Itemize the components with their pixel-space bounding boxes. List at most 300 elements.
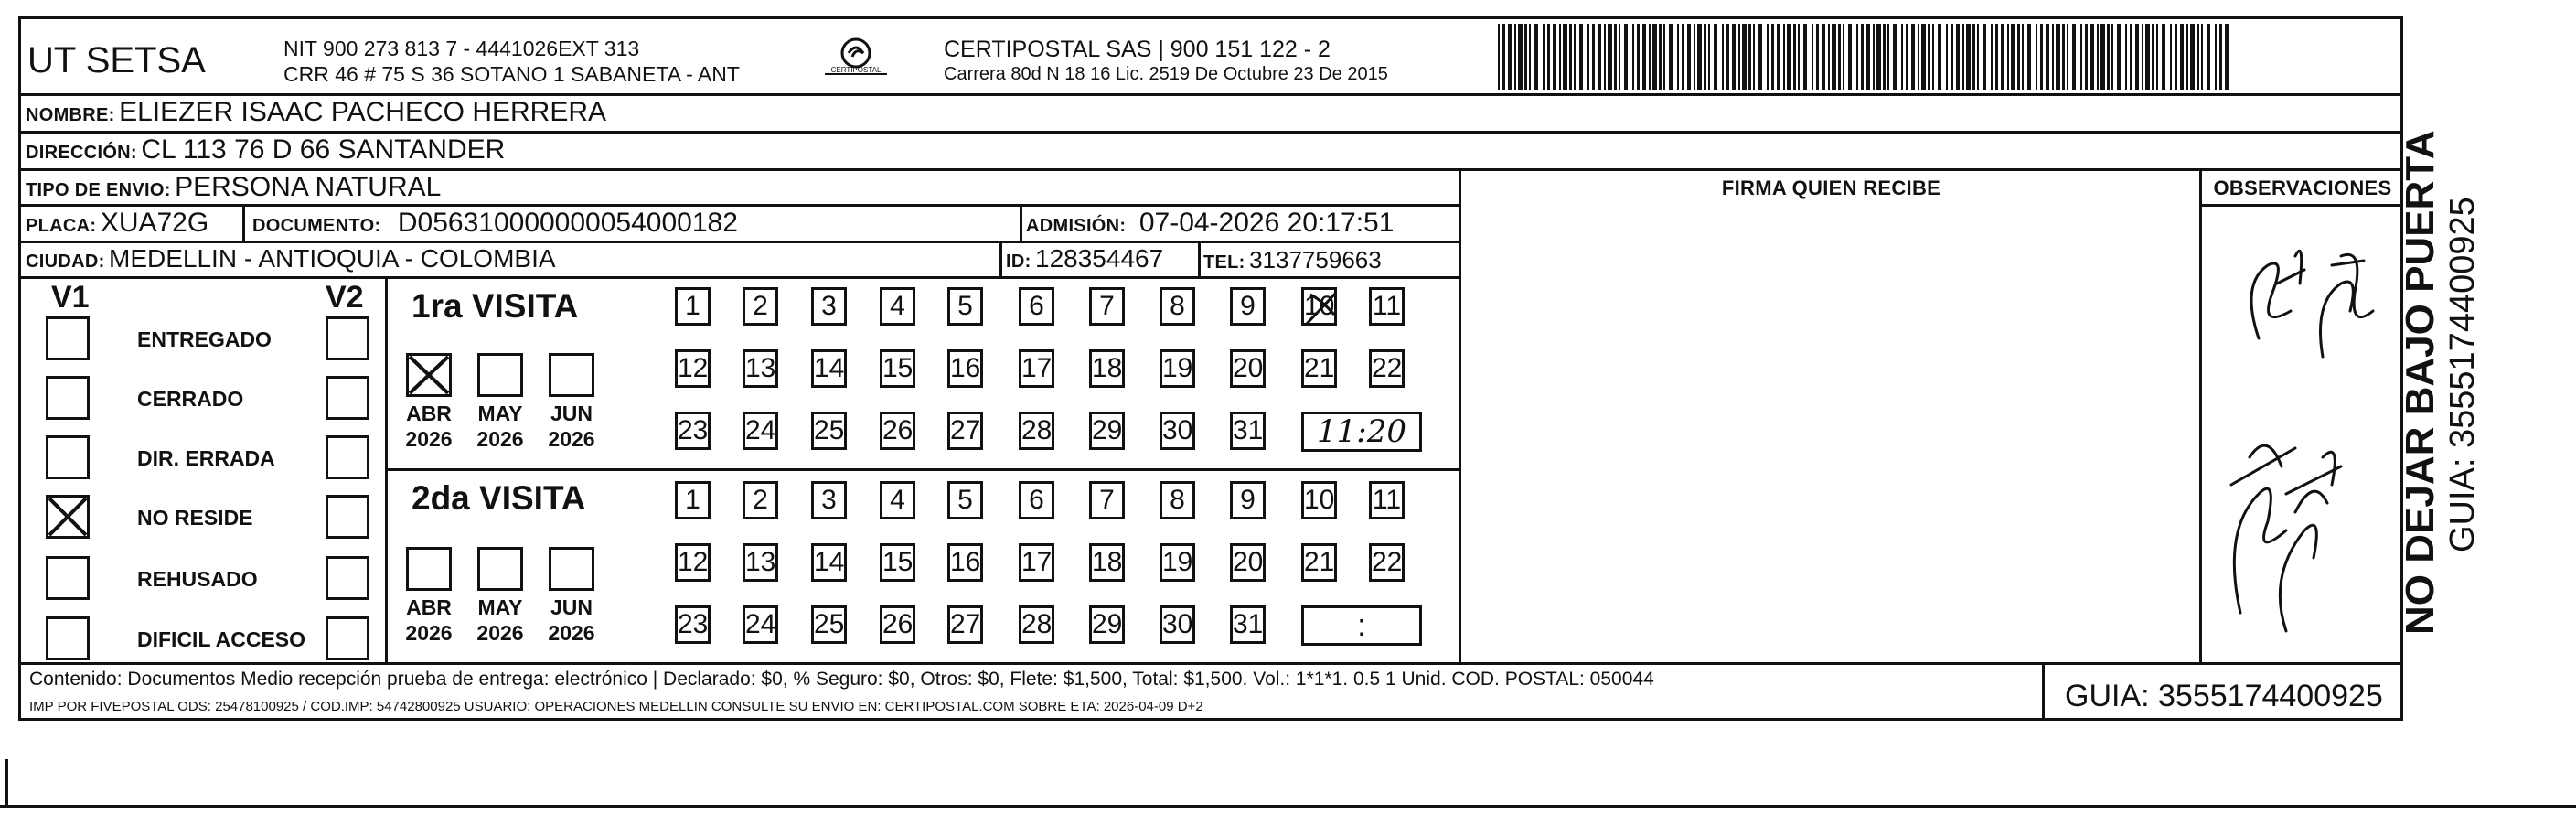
barcode-bar: [2097, 24, 2099, 90]
v2-checkbox: [326, 316, 369, 360]
barcode-bar: [1714, 24, 1717, 90]
barcode-bar: [2011, 24, 2015, 90]
barcode-bar: [1938, 24, 1941, 90]
v1-checkbox: [46, 376, 90, 420]
month-label: ABR: [406, 595, 452, 619]
day-box: 18: [1089, 543, 1125, 582]
barcode-bar: [1563, 24, 1567, 90]
time-box: :: [1301, 605, 1422, 646]
status-label: REHUSADO: [137, 567, 258, 591]
barcode-bar: [1928, 24, 1930, 90]
barcode-bar: [2197, 24, 2199, 90]
barcode-bar: [2215, 24, 2217, 90]
barcode-bar: [1901, 24, 1903, 90]
status-label: CERRADO: [137, 387, 244, 411]
day-box: 3: [811, 287, 847, 326]
barcode-bar: [2152, 24, 2154, 90]
id-value: 128354467: [1035, 244, 1164, 273]
day-box: 9: [1230, 481, 1266, 519]
divider: [385, 276, 388, 662]
day-box: 16: [947, 349, 983, 388]
day-box: 8: [1160, 287, 1195, 326]
year-label: 2026: [476, 621, 524, 645]
barcode-bar: [2207, 24, 2210, 90]
documento-label: DOCUMENTO:: [252, 216, 381, 236]
day-box: 26: [880, 412, 915, 450]
barcode-bar: [1524, 24, 1527, 90]
barcode-bar: [1843, 24, 1844, 90]
day-box: 24: [743, 605, 778, 644]
placa-label: PLACA:: [26, 216, 97, 236]
day-box: 21: [1301, 543, 1337, 582]
barcode-bar: [1777, 24, 1780, 90]
status-label: ENTREGADO: [137, 327, 272, 351]
divider: [18, 131, 2403, 134]
barcode-bar: [2001, 24, 2004, 90]
v2-header: V2: [326, 280, 364, 315]
barcode-bar: [1659, 24, 1662, 90]
day-box: 1: [675, 287, 711, 326]
barcode-bar: [2130, 24, 2132, 90]
barcode-bar: [1848, 24, 1852, 90]
barcode-bar: [1962, 24, 1964, 90]
v2-checkbox: [326, 616, 369, 660]
barcode-bar: [1592, 24, 1595, 90]
barcode-bar: [2072, 24, 2076, 90]
barcode-bar: [1793, 24, 1796, 90]
divider: [999, 241, 1002, 277]
nit-line: NIT 900 273 813 7 - 4441026EXT 313: [283, 37, 640, 60]
year-label: 2026: [405, 621, 453, 645]
v2-checkbox: [326, 556, 369, 600]
divider: [2042, 662, 2045, 721]
barcode-bar: [2107, 24, 2110, 90]
barcode-bar: [1893, 24, 1897, 90]
v2-checkbox: [326, 495, 369, 539]
barcode-bar: [1708, 24, 1710, 90]
day-box: 11: [1369, 481, 1405, 519]
barcode-bar: [1966, 24, 1971, 90]
barcode-bar: [2145, 24, 2150, 90]
barcode-bar: [1873, 24, 1875, 90]
divider: [18, 204, 1459, 207]
month-label: MAY: [477, 402, 523, 425]
day-box: 15: [880, 349, 915, 388]
status-label: NO RESIDE: [137, 506, 253, 530]
barcode-bar: [1694, 24, 1695, 90]
tipo-envio-value: PERSONA NATURAL: [175, 172, 442, 202]
day-box: 26: [880, 605, 915, 644]
time-box: 11:20: [1301, 412, 1422, 452]
day-box: 23: [675, 605, 711, 644]
ciudad-label: CIUDAD:: [26, 252, 105, 272]
footer-guia: GUIA: 3555174400925: [2065, 679, 2383, 713]
direccion-value: CL 113 76 D 66 SANTANDER: [141, 134, 506, 165]
id-row: [1006, 244, 1163, 273]
barcode-bar: [2201, 24, 2203, 90]
firma-header: FIRMA QUIEN RECIBE: [1721, 177, 1941, 199]
day-box: 27: [947, 412, 983, 450]
barcode-bar: [1508, 24, 1512, 90]
status-label: DIR. ERRADA: [137, 446, 275, 470]
divider: [2199, 204, 2403, 207]
v1-checkbox: [46, 435, 90, 479]
company-name: UT SETSA: [27, 40, 206, 80]
tel-label: TEL:: [1203, 252, 1245, 273]
day-box: 12: [675, 543, 711, 582]
barcode-bar: [1682, 24, 1684, 90]
barcode-bar: [1608, 24, 1612, 90]
day-box: 22: [1369, 543, 1405, 582]
barcode: [1496, 24, 2237, 90]
barcode-bar: [2125, 24, 2127, 90]
documento-row: [252, 208, 738, 239]
barcode-bar: [1861, 24, 1864, 90]
barcode-bar: [2219, 24, 2222, 90]
barcode-bar: [2036, 24, 2037, 90]
day-box: 10: [1301, 481, 1337, 519]
barcode-bar: [1677, 24, 1679, 90]
day-box: 21: [1301, 349, 1337, 388]
day-box: 19: [1160, 349, 1195, 388]
barcode-bar: [2052, 24, 2054, 90]
footer-contenido: Contenido: Documentos Medio recepción prueba de entrega: electrónico | Declarado: $0, % Seguro: $0, Otros: $0, Flete: $1,500, Total: $1,500. Vol.: 1*1*1. 0.5 1 Unid. COD. POSTAL: 050044: [29, 669, 1654, 690]
barcode-bar: [1887, 24, 1889, 90]
barcode-bar: [1991, 24, 1993, 90]
barcode-bar: [1838, 24, 1841, 90]
barcode-bar: [1798, 24, 1800, 90]
barcode-bar: [1812, 24, 1813, 90]
divider: [18, 93, 2403, 96]
v1-checkbox: [46, 316, 90, 360]
barcode-bar: [2085, 24, 2088, 90]
month-label: JUN: [550, 402, 593, 425]
barcode-bar: [1704, 24, 1706, 90]
visit2-title: 2da VISITA: [412, 479, 586, 517]
nombre-label: NOMBRE:: [26, 105, 115, 125]
barcode-bar: [2135, 24, 2139, 90]
barcode-bar: [1932, 24, 1934, 90]
barcode-bar: [1547, 24, 1550, 90]
barcode-bar: [1579, 24, 1583, 90]
divider: [385, 468, 1459, 471]
barcode-bar: [1502, 24, 1505, 90]
barcode-bar: [1697, 24, 1702, 90]
admision-row: [1026, 208, 1394, 239]
month-checkbox: [406, 353, 452, 397]
month-checkbox: [477, 547, 523, 591]
day-box: 17: [1019, 349, 1054, 388]
barcode-bar: [2067, 24, 2068, 90]
month-checkbox: [477, 353, 523, 397]
placa-row: [26, 208, 208, 239]
barcode-bar: [1977, 24, 1979, 90]
barcode-bar: [1748, 24, 1751, 90]
day-box: 17: [1019, 543, 1054, 582]
barcode-bar: [2117, 24, 2121, 90]
day-box: 7: [1089, 287, 1125, 326]
day-box: 29: [1089, 605, 1125, 644]
barcode-bar: [1598, 24, 1601, 90]
barcode-bar: [2111, 24, 2113, 90]
divider: [1459, 168, 1461, 662]
day-box: 1: [675, 481, 711, 519]
day-box: 15: [880, 543, 915, 582]
divider: [1020, 204, 1022, 241]
certipostal-logo-icon: [812, 35, 900, 86]
barcode-bar: [1498, 24, 1500, 90]
barcode-bar: [1637, 24, 1640, 90]
barcode-bar: [2175, 24, 2177, 90]
barcode-bar: [1518, 24, 1523, 90]
day-box: 4: [880, 287, 915, 326]
barcode-bar: [1632, 24, 1634, 90]
side-guia: GUIA: 3555174400925: [2443, 197, 2482, 552]
barcode-bar: [1876, 24, 1881, 90]
barcode-bar: [2022, 24, 2024, 90]
barcode-bar: [1866, 24, 1870, 90]
barcode-bar: [1574, 24, 1576, 90]
barcode-bar: [2017, 24, 2020, 90]
barcode-bar: [1742, 24, 1747, 90]
barcode-bar: [1803, 24, 1807, 90]
barcode-bar: [2046, 24, 2049, 90]
day-box: 12: [675, 349, 711, 388]
barcode-bar: [1553, 24, 1556, 90]
barcode-bar: [1921, 24, 1926, 90]
barcode-bar: [2007, 24, 2009, 90]
license-line: Carrera 80d N 18 16 Lic. 2519 De Octubre 23 De 2015: [944, 64, 1388, 84]
month-checkbox: [406, 547, 452, 591]
barcode-bar: [1614, 24, 1617, 90]
check-mark-icon: [46, 495, 90, 539]
day-box: 7: [1089, 481, 1125, 519]
v1-checkbox: [46, 616, 90, 660]
day-box: 28: [1019, 605, 1054, 644]
barcode-bar: [1687, 24, 1691, 90]
day-box: 29: [1089, 412, 1125, 450]
barcode-bar: [2142, 24, 2143, 90]
v2-checkbox: [326, 435, 369, 479]
barcode-bar: [2186, 24, 2188, 90]
direccion-row: [26, 134, 505, 166]
admision-label: ADMISIÓN:: [1026, 216, 1127, 236]
barcode-bar: [1983, 24, 1986, 90]
month-label: JUN: [550, 595, 593, 619]
barcode-bar: [1816, 24, 1819, 90]
barcode-bar: [2190, 24, 2195, 90]
ciudad-row: [26, 244, 556, 273]
barcode-bar: [2090, 24, 2094, 90]
barcode-bar: [2156, 24, 2158, 90]
barcode-bar: [1828, 24, 1830, 90]
status-label: DIFICIL ACCESO: [137, 627, 306, 651]
barcode-bar: [1832, 24, 1836, 90]
barcode-bar: [1543, 24, 1545, 90]
barcode-bar: [1587, 24, 1589, 90]
barcode-bar: [1856, 24, 1858, 90]
barcode-bar: [1726, 24, 1729, 90]
divider: [18, 276, 1459, 279]
barcode-bar: [1569, 24, 1572, 90]
barcode-bar: [1529, 24, 1531, 90]
day-box: 14: [811, 349, 847, 388]
day-box: 23: [675, 412, 711, 450]
certipostal-line: CERTIPOSTAL SAS | 900 151 122 - 2: [944, 37, 1331, 62]
barcode-bar: [1956, 24, 1960, 90]
day-box: 11: [1369, 287, 1405, 326]
day-box: 4: [880, 481, 915, 519]
day-box: 20: [1230, 543, 1266, 582]
barcode-bar: [2056, 24, 2060, 90]
day-box: 25: [811, 605, 847, 644]
tel-value: 3137759663: [1249, 246, 1382, 273]
tel-row: [1203, 246, 1382, 274]
footer-impresion: IMP POR FIVEPOSTAL ODS: 25478100925 / COD.IMP: 54742800925 USUARIO: OPERACIONES MEDELLIN CONSULTE SU ENVIO EN: CERTIPOSTAL.COM SOBRE ETA: 2026-04-09 D+2: [29, 699, 1203, 714]
day-box: 31: [1230, 412, 1266, 450]
side-warning: NO DEJAR BAJO PUERTA: [2398, 130, 2442, 635]
barcode-bar: [1604, 24, 1606, 90]
divider: [242, 204, 245, 241]
barcode-bar: [1619, 24, 1620, 90]
barcode-bar: [2225, 24, 2229, 90]
nombre-row: [26, 97, 606, 128]
barcode-bar: [1649, 24, 1651, 90]
day-box: 20: [1230, 349, 1266, 388]
admision-value: 07-04-2026 20:17:51: [1138, 208, 1395, 238]
day-box: 18: [1089, 349, 1125, 388]
year-label: 2026: [476, 427, 524, 451]
barcode-bar: [2062, 24, 2065, 90]
v1-header: V1: [51, 280, 90, 315]
barcode-bar: [1783, 24, 1785, 90]
barcode-bar: [1911, 24, 1915, 90]
barcode-bar: [1559, 24, 1561, 90]
barcode-bar: [2040, 24, 2043, 90]
direccion-label: DIRECCIÓN:: [26, 143, 137, 163]
company-address: CRR 46 # 75 S 36 SOTANO 1 SABANETA - ANT: [283, 62, 740, 86]
barcode-bar: [2162, 24, 2165, 90]
barcode-bar: [1822, 24, 1825, 90]
day-box: 28: [1019, 412, 1054, 450]
day-box: 3: [811, 481, 847, 519]
day-box: 8: [1160, 481, 1195, 519]
day-box: 14: [811, 543, 847, 582]
logo-text: CERTIPOSTAL: [830, 66, 882, 74]
year-label: 2026: [548, 427, 595, 451]
barcode-bar: [1972, 24, 1975, 90]
documento-value: D056310000000054000182: [397, 208, 738, 238]
day-box: 13: [743, 349, 778, 388]
divider: [2199, 168, 2202, 662]
barcode-bar: [1758, 24, 1762, 90]
day-box: 6: [1019, 481, 1054, 519]
barcode-bar: [1738, 24, 1740, 90]
placa-value: XUA72G: [100, 208, 209, 238]
barcode-bar: [1732, 24, 1736, 90]
nombre-value: ELIEZER ISAAC PACHECO HERRERA: [119, 97, 607, 127]
barcode-bar: [2080, 24, 2082, 90]
visit1-title: 1ra VISITA: [412, 287, 579, 325]
v2-checkbox: [326, 376, 369, 420]
barcode-bar: [2170, 24, 2172, 90]
day-box: 25: [811, 412, 847, 450]
barcode-bar: [1669, 24, 1673, 90]
barcode-bar: [1946, 24, 1948, 90]
divider: [1198, 241, 1201, 277]
day-box: 9: [1230, 287, 1266, 326]
day-box: 5: [947, 481, 983, 519]
id-label: ID:: [1006, 252, 1031, 272]
month-checkbox: [549, 353, 594, 397]
bottom-edge: [5, 759, 8, 805]
day-box: 30: [1160, 412, 1195, 450]
barcode-bar: [1663, 24, 1665, 90]
day-box: 10: [1301, 287, 1337, 326]
year-label: 2026: [405, 427, 453, 451]
bottom-edge: [0, 805, 2576, 808]
divider: [18, 662, 2403, 665]
v1-checkbox: [46, 495, 90, 539]
barcode-bar: [1883, 24, 1886, 90]
barcode-bar: [1951, 24, 1953, 90]
barcode-bar: [2100, 24, 2105, 90]
barcode-bar: [1995, 24, 1998, 90]
divider: [18, 168, 2403, 171]
v1-checkbox: [46, 556, 90, 600]
barcode-bar: [1652, 24, 1657, 90]
barcode-bar: [1771, 24, 1774, 90]
barcode-bar: [2180, 24, 2184, 90]
day-box: 27: [947, 605, 983, 644]
day-box: 6: [1019, 287, 1054, 326]
day-box: 31: [1230, 605, 1266, 644]
tipo-envio-row: [26, 172, 441, 203]
barcode-bar: [2027, 24, 2031, 90]
day-box: 5: [947, 287, 983, 326]
barcode-bar: [1787, 24, 1791, 90]
barcode-bar: [1514, 24, 1516, 90]
barcode-bar: [1918, 24, 1919, 90]
day-box: 19: [1160, 543, 1195, 582]
barcode-bar: [1642, 24, 1646, 90]
barcode-bar: [1624, 24, 1628, 90]
day-box: 2: [743, 287, 778, 326]
certipostal-logo: [812, 35, 900, 86]
barcode-bar: [1534, 24, 1538, 90]
divider: [18, 241, 1459, 243]
month-label: ABR: [406, 402, 452, 425]
month-checkbox: [549, 547, 594, 591]
day-box: 22: [1369, 349, 1405, 388]
barcode-bar: [1906, 24, 1908, 90]
day-box: 24: [743, 412, 778, 450]
day-box: 2: [743, 481, 778, 519]
handwritten-observation: [2204, 229, 2396, 649]
strike-mark-icon: [1301, 287, 1341, 329]
barcode-bar: [1753, 24, 1755, 90]
check-mark-icon: [406, 353, 452, 397]
day-box: 16: [947, 543, 983, 582]
tipo-envio-label: TIPO DE ENVIO:: [26, 180, 171, 200]
barcode-bar: [1722, 24, 1724, 90]
barcode-bar: [1767, 24, 1769, 90]
observaciones-header: OBSERVACIONES: [2213, 177, 2392, 199]
day-box: 13: [743, 543, 778, 582]
day-box: 30: [1160, 605, 1195, 644]
year-label: 2026: [548, 621, 595, 645]
month-label: MAY: [477, 595, 523, 619]
